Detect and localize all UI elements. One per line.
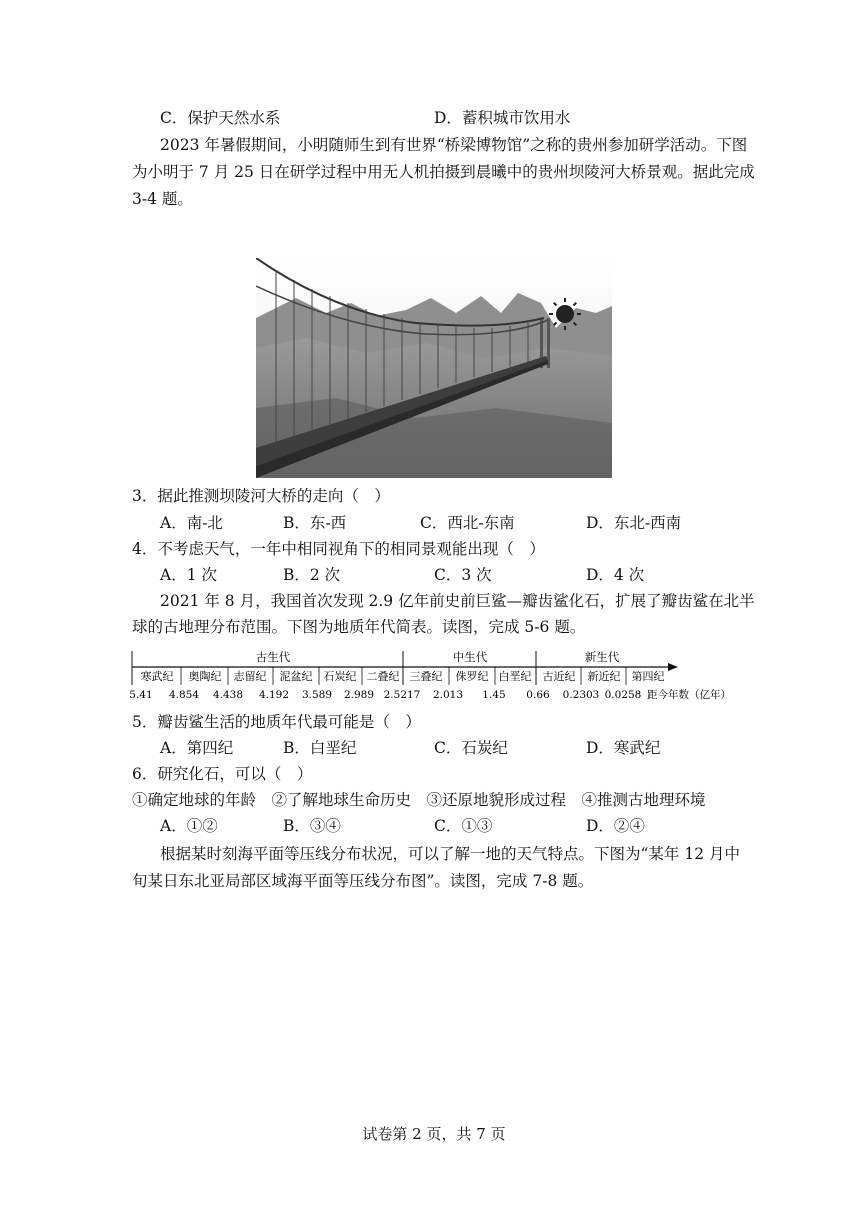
intro-3-4-line3: 3-4 题。	[132, 190, 193, 208]
q6-stem: 6．研究化石，可以（ ）	[132, 765, 313, 783]
period-label: 奥陶纪	[188, 670, 222, 683]
intro-3-4-line2: 为小明于 7 月 25 日在研学过程中用无人机拍摄到晨曦中的贵州坝陵河大桥景观。据此完成	[132, 163, 755, 181]
page-footer: 试卷第 2 页，共 7 页	[362, 1125, 506, 1143]
age-label: 4.192	[258, 689, 290, 701]
q4-option-d: D．4 次	[586, 566, 645, 584]
age-label: 4.438	[212, 689, 244, 701]
q3-option-a: A．南-北	[160, 514, 223, 532]
period-label: 侏罗纪	[455, 670, 489, 683]
q5-option-a: A．第四纪	[160, 739, 234, 757]
q6-option-b: B．③④	[283, 817, 341, 835]
q2-option-c: C．保护天然水系	[160, 109, 281, 127]
q5-option-c: C．石炭纪	[434, 739, 508, 757]
q6-items: ①确定地球的年龄 ②了解地球生命历史 ③还原地貌形成过程 ④推测古地理环境	[132, 791, 706, 809]
era-label: 中生代	[452, 650, 488, 664]
q3-option-c: C．西北-东南	[420, 514, 515, 532]
q5-option-d: D．寒武纪	[586, 739, 661, 757]
q3-stem: 3．据此推测坝陵河大桥的走向（ ）	[132, 487, 390, 505]
q5-stem: 5．瓣齿鲨生活的地质年代最可能是（ ）	[132, 713, 421, 731]
q6-option-a: A．①②	[160, 817, 218, 835]
age-label: 0.2303	[562, 689, 600, 701]
bridge-photo	[256, 258, 612, 478]
q4-option-a: A．1 次	[160, 566, 217, 584]
intro-7-8-line2: 旬某日东北亚局部区域海平面等压线分布图”。读图，完成 7-8 题。	[132, 872, 594, 890]
q4-option-c: C．3 次	[434, 566, 492, 584]
period-label: 新近纪	[587, 670, 621, 683]
age-label: 3.589	[301, 689, 333, 701]
geologic-time-table	[128, 645, 738, 705]
q3-option-d: D．东北-西南	[586, 514, 682, 532]
period-label: 石炭纪	[323, 670, 357, 683]
q6-option-c: C．①③	[434, 817, 493, 835]
period-label: 三叠纪	[409, 670, 443, 683]
age-label: 1.45	[482, 689, 506, 701]
era-label: 新生代	[584, 650, 620, 664]
bridge-illustration	[256, 258, 612, 478]
period-label: 寒武纪	[140, 670, 174, 683]
axis-label: 距今年数（亿年）	[647, 689, 731, 701]
age-label: 5.41	[129, 689, 153, 701]
age-label: 2.013	[432, 689, 464, 701]
age-label: 2.5217	[383, 689, 421, 701]
intro-3-4-line1: 2023 年暑假期间，小明随师生到有世界“桥梁博物馆”之称的贵州参加研学活动。下图	[160, 136, 748, 154]
age-label: 0.66	[526, 689, 550, 701]
age-label: 4.854	[168, 689, 200, 701]
age-label: 2.989	[343, 689, 375, 701]
intro-7-8-line1: 根据某时刻海平面等压线分布状况，可以了解一地的天气特点。下图为“某年 12 月中	[160, 845, 741, 863]
q2-option-d: D．蓄积城市饮用水	[434, 109, 571, 127]
era-label: 古生代	[255, 650, 291, 664]
q3-option-b: B．东-西	[283, 514, 347, 532]
period-label: 二叠纪	[366, 670, 400, 683]
q4-option-b: B．2 次	[283, 566, 341, 584]
period-label: 泥盆纪	[279, 670, 313, 683]
q6-option-d: D．②④	[586, 817, 645, 835]
q5-option-b: B．白垩纪	[283, 739, 357, 757]
period-label: 白垩纪	[498, 670, 532, 683]
period-label: 志留纪	[233, 670, 267, 683]
intro-5-6-line2: 球的古地理分布范围。下图为地质年代简表。读图，完成 5-6 题。	[132, 618, 586, 636]
q4-stem: 4．不考虑天气，一年中相同视角下的相同景观能出现（ ）	[132, 540, 545, 558]
period-label: 第四纪	[631, 670, 665, 683]
intro-5-6-line1: 2021 年 8 月，我国首次发现 2.9 亿年前史前巨鲨—瓣齿鲨化石，扩展了瓣齿鲨在北半	[160, 592, 755, 610]
age-label: 0.0258	[604, 689, 642, 701]
period-label: 古近纪	[542, 670, 576, 683]
